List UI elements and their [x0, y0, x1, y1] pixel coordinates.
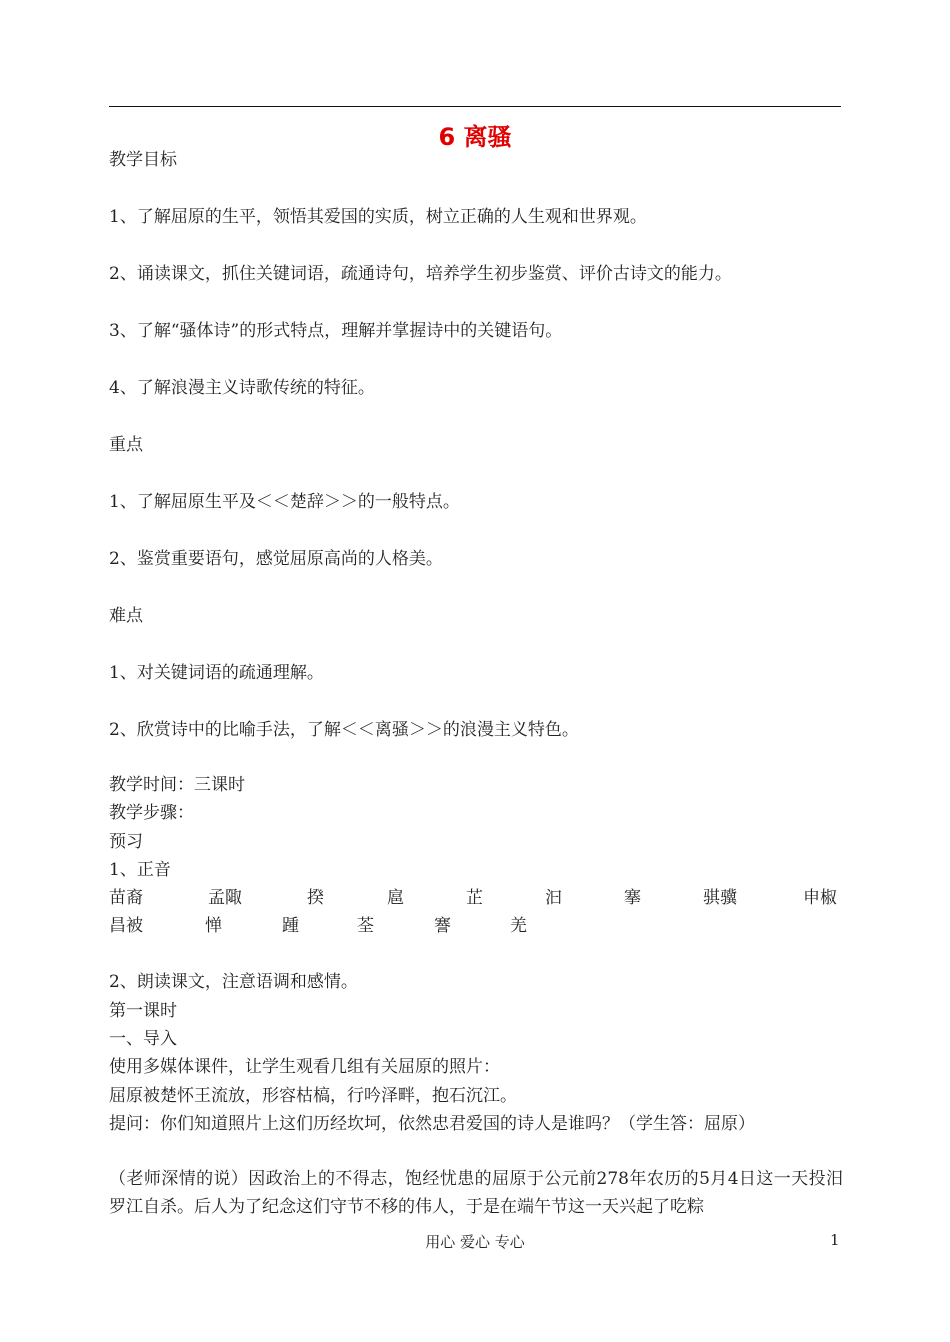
key-point-2: 2、鉴赏重要语句，感觉屈原高尚的人格美。: [109, 549, 443, 569]
intro-line-2: 屈原被楚怀王流放，形容枯槁，行吟泽畔，抱石沉江。: [109, 1086, 517, 1106]
word-item: 搴: [624, 888, 641, 908]
objective-2: 2、诵读课文，抓住关键词语，疏通诗句，培养学生初步鉴赏、评价古诗文的能力。: [109, 264, 732, 284]
footer-motto: 用心 爱心 专心: [425, 1233, 525, 1251]
intro-question: 提问：你们知道照片上这们历经坎坷，依然忠君爱国的诗人是谁吗？（学生答：屈原）: [109, 1114, 755, 1134]
word-item: 苗裔: [109, 888, 143, 908]
teaching-steps: 教学步骤：: [109, 803, 194, 823]
word-item: 申椒: [803, 888, 837, 908]
teacher-paragraph: （老师深情的说）因政治上的不得志，饱经忧患的屈原于公元前278年农历的5月4日这一天投汨罗江自杀。后人为了纪念这们守节不移的伟人，于是在端午节这一天兴起了吃粽: [109, 1169, 843, 1217]
first-lesson-heading: 第一课时: [109, 1001, 177, 1021]
objective-3: 3、了解“骚体诗”的形式特点，理解并掌握诗中的关键语句。: [109, 321, 563, 341]
word-item: 扈: [387, 888, 404, 908]
word-item: 謇: [434, 916, 451, 936]
pronunciation-heading: 1、正音: [109, 860, 171, 880]
objective-1: 1、了解屈原的生平，领悟其爱国的实质，树立正确的人生观和世界观。: [109, 207, 647, 227]
page-number: 1: [830, 1231, 840, 1249]
section-heading-objectives: 教学目标: [109, 150, 177, 170]
word-item: 羌: [510, 916, 527, 936]
word-item: 昌被: [109, 916, 143, 936]
teaching-time: 教学时间：三课时: [109, 775, 245, 795]
word-item: 孟陬: [208, 888, 242, 908]
objective-4: 4、了解浪漫主义诗歌传统的特征。: [109, 378, 375, 398]
reading-task: 2、朗读课文，注意语调和感情。: [109, 972, 358, 992]
intro-heading: 一、导入: [109, 1029, 177, 1049]
word-item: 荃: [357, 916, 374, 936]
difficulty-2: 2、欣赏诗中的比喻手法，了解＜＜离骚＞＞的浪漫主义特色。: [109, 720, 579, 740]
section-heading-difficulties: 难点: [109, 606, 143, 626]
word-item: 惮: [205, 916, 222, 936]
word-item: 骐骥: [703, 888, 737, 908]
word-row-1: [109, 887, 843, 909]
section-heading-key-points: 重点: [109, 435, 143, 455]
word-item: 芷: [466, 888, 483, 908]
word-item: 汩: [545, 888, 562, 908]
word-row-2: [109, 915, 843, 937]
header-rule: [109, 106, 841, 107]
word-item: 揆: [307, 888, 324, 908]
page-title: 6 离骚: [438, 123, 512, 151]
key-point-1: 1、了解屈原生平及＜＜楚辞＞＞的一般特点。: [109, 492, 460, 512]
difficulty-1: 1、对关键词语的疏通理解。: [109, 663, 324, 683]
word-item: 踵: [282, 916, 299, 936]
preview-heading: 预习: [109, 832, 143, 852]
intro-line-1: 使用多媒体课件，让学生观看几组有关屈原的照片：: [109, 1057, 500, 1077]
